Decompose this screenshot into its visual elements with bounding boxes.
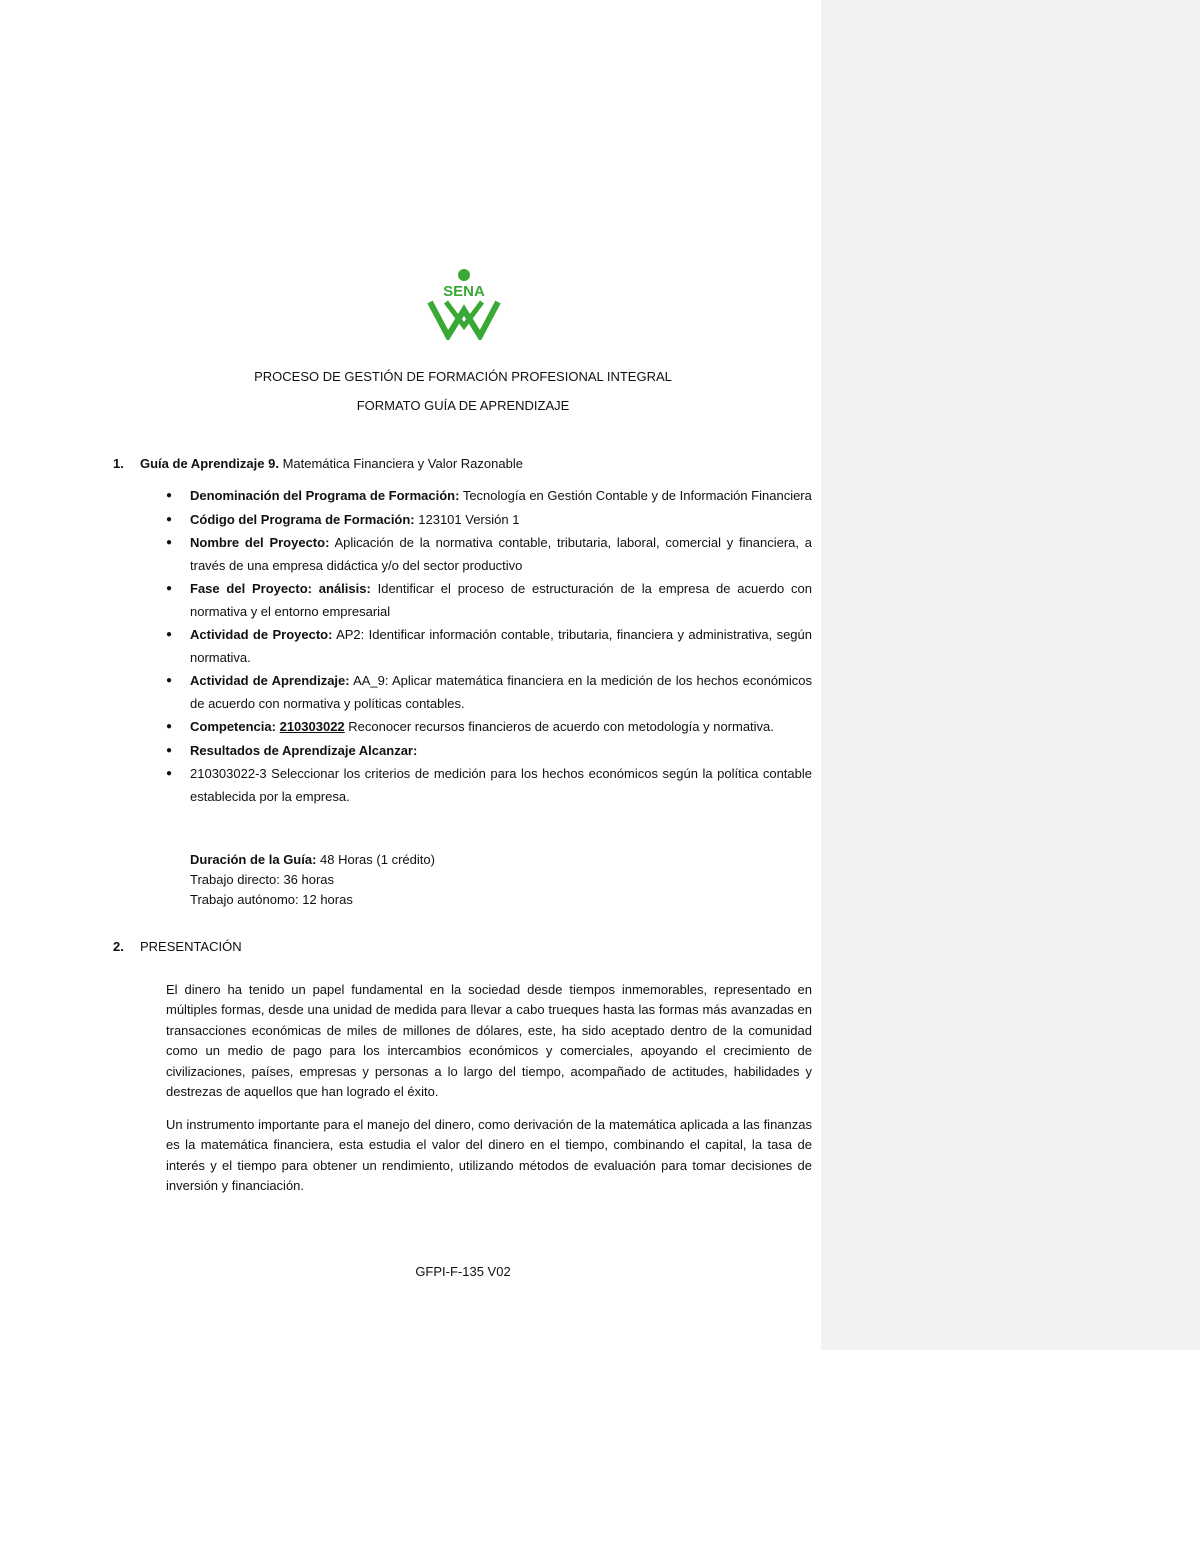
list-item: ● Código del Programa de Formación: 123101 Versión 1 (190, 509, 812, 532)
bullet-icon: ● (166, 675, 173, 686)
comment-pane (821, 0, 1200, 1350)
sena-logo (426, 268, 502, 340)
duration-block (190, 850, 435, 910)
direct-work: Trabajo directo: 36 horas (190, 872, 335, 887)
guide-details-list (166, 485, 813, 809)
list-item: ● Resultados de Aprendizaje Alcanzar: (190, 740, 812, 763)
section-number: 2. (113, 939, 124, 954)
section-label: Guía de Aprendizaje 9. (140, 456, 279, 471)
bullet-icon: ● (166, 721, 173, 732)
list-item: ● 210303022-3 Seleccionar los criterios de medición para los hechos económicos según la política contable establecida por la empresa. (190, 763, 812, 808)
list-item: ● Fase del Proyecto: análisis: Identificar el proceso de estructuración de la empresa de acuerdo con normativa y el entorno empresarial (190, 578, 812, 623)
document-subtitle: FORMATO GUÍA DE APRENDIZAJE (356, 398, 570, 413)
list-item: ● Nombre del Proyecto: Aplicación de la normativa contable, tributaria, laboral, comercial y financiera, a través de una empresa didáctica y/o del sector productivo (190, 532, 812, 577)
bullet-icon: ● (166, 583, 173, 594)
section-2-heading (113, 939, 242, 954)
sena-logo-text: SENA (443, 283, 485, 300)
list-item: ● Actividad de Proyecto: AP2: Identificar información contable, tributaria, financiera y administrativa, según normativa. (190, 624, 812, 669)
presentation-paragraph-2: Un instrumento importante para el manejo del dinero, como derivación de la matemática aplicada a las finanzas es la matemática financiera, esta estudia el valor del dinero en el tiempo, combinando el capital, la tasa de interés y el tiempo para obtener un rendimiento, utilizando métodos de evaluación para tomar decisiones de inversión y financiación. (166, 1117, 812, 1194)
section-label: PRESENTACIÓN (140, 939, 242, 954)
bullet-icon: ● (166, 537, 173, 548)
list-item: ● Actividad de Aprendizaje: AA_9: Aplicar matemática financiera en la medición de los hechos económicos de acuerdo con normativa y políticas contables. (190, 670, 812, 715)
autonomous-work: Trabajo autónomo: 12 horas (190, 892, 353, 907)
bullet-icon: ● (166, 513, 173, 525)
section-number: 1. (113, 456, 124, 471)
bullet-icon: ● (166, 490, 173, 501)
section-text: Matemática Financiera y Valor Razonable (278, 456, 523, 471)
bullet-icon: ● (166, 744, 173, 756)
list-item: ● Competencia: 210303022 Reconocer recursos financieros de acuerdo con metodología y normativa. (190, 716, 812, 739)
document-title: PROCESO DE GESTIÓN DE FORMACIÓN PROFESIONAL INTEGRAL (254, 369, 672, 384)
duration-label: Duración de la Guía: (190, 852, 317, 867)
bullet-icon: ● (166, 629, 173, 640)
bullet-icon: ● (166, 768, 173, 779)
list-item: ● Denominación del Programa de Formación: Tecnología en Gestión Contable y de Información Financiera (190, 485, 812, 508)
duration-value: 48 Horas (1 crédito) (316, 852, 435, 867)
competency-code: 210303022 (279, 719, 345, 734)
section-1-heading (113, 456, 523, 471)
footer-code: GFPI-F-135 V02 (415, 1264, 511, 1279)
presentation-paragraph-1: El dinero ha tenido un papel fundamental en la sociedad desde tiempos inmemorables, representado en múltiples formas, desde una unidad de medida para llevar a cabo trueques hasta las formas más avanzadas en transacciones económicas de miles de millones de dólares, este, ha sido aceptado dentro de la comunidad como un medio de pago para los intercambios económicos y comerciales, apoyando el crecimiento de civilizaciones, países, empresas y personas a lo largo del tiempo, acompañado de actitudes, habilidades y destrezas de aquellos que han logrado el éxito. (166, 982, 812, 1100)
